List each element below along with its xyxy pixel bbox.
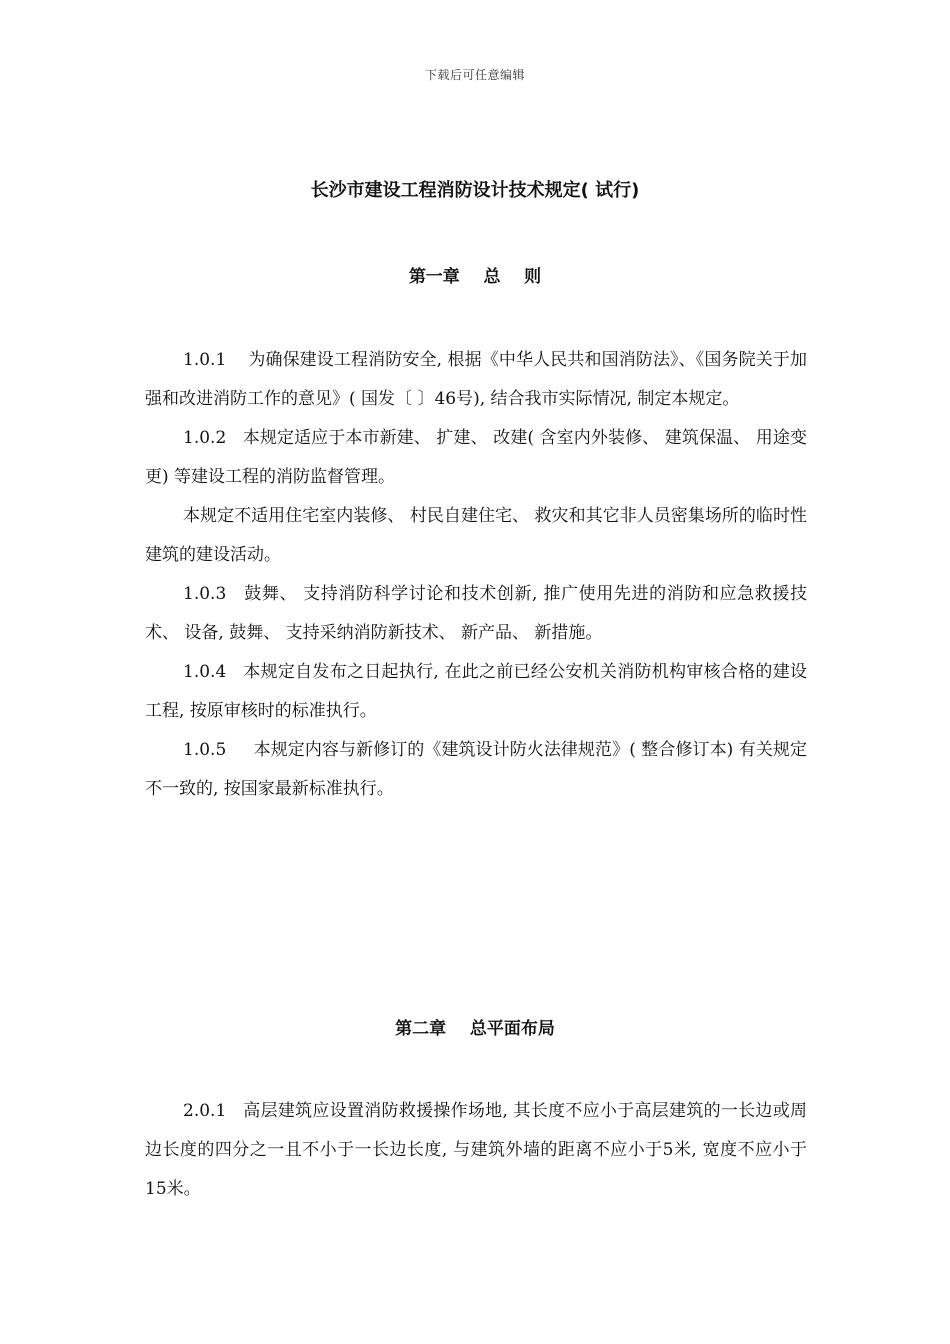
- header-note: 下载后可任意编辑: [424, 68, 525, 82]
- paragraph-2-0-1: 2.0.1 高层建筑应设置消防救援操作场地, 其长度不应小于高层建筑的一长边或周边长度的四分之一且不小于一长边长度, 与建筑外墙的距离不应小于5米, 宽度不应小于15米。: [145, 1101, 807, 1199]
- chapter-1-body: [145, 341, 807, 809]
- document-title: 长沙市建设工程消防设计技术规定( 试行): [310, 180, 640, 201]
- paragraph-1-0-2-note: 本规定不适用住宅室内装修、 村民自建住宅、 救灾和其它非人员密集场所的临时性建筑的建设活动。: [145, 506, 807, 565]
- chapter-2-body: [145, 1092, 807, 1209]
- chapter-2-heading: 第二章 总平面布局: [395, 1019, 555, 1039]
- paragraph-1-0-5: 1.0.5 本规定内容与新修订的《建筑设计防火法律规范》( 整合修订本) 有关规定不一致的, 按国家最新标准执行。: [145, 740, 807, 799]
- paragraph-1-0-4: 1.0.4 本规定自发布之日起执行, 在此之前已经公安机关消防机构审核合格的建设工程, 按原审核时的标准执行。: [145, 662, 807, 721]
- chapter-1-heading: 第一章 总 则: [408, 267, 542, 287]
- paragraph-1-0-2: 1.0.2 本规定适应于本市新建、 扩建、 改建( 含室内外装修、 建筑保温、 用途变更) 等建设工程的消防监督管理。: [145, 428, 807, 487]
- paragraph-1-0-1: 1.0.1 为确保建设工程消防安全, 根据《中华人民共和国消防法》、《国务院关于加强和改进消防工作的意见》( 国发〔 〕46号), 结合我市实际情况, 制定本规定。: [145, 350, 807, 409]
- paragraph-1-0-3: 1.0.3 鼓舞、 支持消防科学讨论和技术创新, 推广使用先进的消防和应急救援技术、 设备, 鼓舞、 支持采纳消防新技术、 新产品、 新措施。: [145, 584, 807, 643]
